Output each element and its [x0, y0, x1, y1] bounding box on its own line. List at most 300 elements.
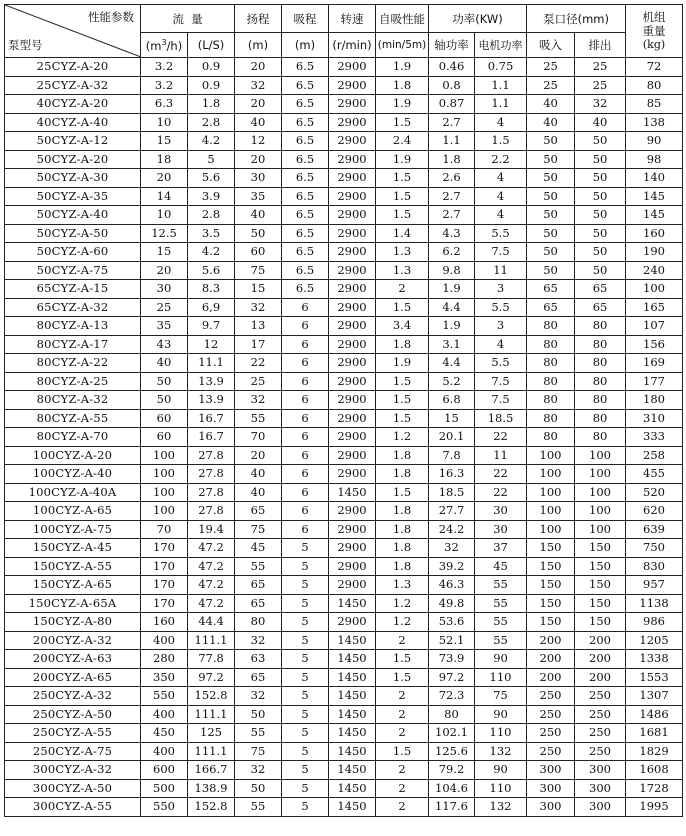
table-row: [5, 594, 683, 613]
motor-power-cell: 55: [475, 613, 527, 632]
weight-cell: 258: [626, 446, 683, 465]
flow-m3h-cell: 20: [141, 169, 188, 188]
head-cell: 32: [235, 391, 282, 410]
self-priming-cell: 1.9: [376, 95, 429, 114]
suction-cell: 6.5: [282, 113, 329, 132]
table-row: [5, 391, 683, 410]
head-cell: 65: [235, 668, 282, 687]
speed-cell: 2900: [329, 613, 376, 632]
suction-cell: 6: [282, 428, 329, 447]
head-cell: 17: [235, 335, 282, 354]
motor-power-cell: 3: [475, 317, 527, 336]
self-priming-cell: 2: [376, 687, 429, 706]
outlet-cell: 250: [575, 687, 626, 706]
suction-cell: 5: [282, 668, 329, 687]
shaft-power-cell: 1.9: [429, 317, 475, 336]
motor-power-cell: 75: [475, 687, 527, 706]
table-row: [5, 409, 683, 428]
table-row: [5, 465, 683, 484]
inlet-cell: 150: [527, 576, 575, 595]
flow-m3h-cell: 30: [141, 280, 188, 299]
model-cell: 25CYZ-A-20: [5, 58, 141, 77]
suction-cell: 6: [282, 465, 329, 484]
inlet-cell: 50: [527, 261, 575, 280]
inlet-cell: 150: [527, 539, 575, 558]
suction-cell: 6.5: [282, 261, 329, 280]
suction-cell: 6.5: [282, 206, 329, 225]
outlet-cell: 200: [575, 668, 626, 687]
model-cell: 50CYZ-A-50: [5, 224, 141, 243]
self-priming-cell: 1.8: [376, 539, 429, 558]
suction-cell: 6: [282, 520, 329, 539]
outlet-cell: 50: [575, 169, 626, 188]
inlet-cell: 300: [527, 761, 575, 780]
inlet-cell: 250: [527, 687, 575, 706]
head-cell: 55: [235, 557, 282, 576]
inlet-cell: 50: [527, 243, 575, 262]
weight-cell: 1681: [626, 724, 683, 743]
head-cell: 15: [235, 280, 282, 299]
speed-cell: 2900: [329, 132, 376, 151]
weight-cell: 145: [626, 206, 683, 225]
suction-cell: 5: [282, 631, 329, 650]
outlet-cell: 150: [575, 576, 626, 595]
inlet-cell: 100: [527, 446, 575, 465]
inlet-cell: 80: [527, 354, 575, 373]
outlet-cell: 300: [575, 779, 626, 798]
flow-ls-cell: 5: [188, 150, 235, 169]
flow-ls-cell: 27.8: [188, 483, 235, 502]
speed-cell: 2900: [329, 576, 376, 595]
motor-power-cell: 7.5: [475, 391, 527, 410]
inlet-cell: 25: [527, 58, 575, 77]
model-cell: 50CYZ-A-12: [5, 132, 141, 151]
outlet-cell: 150: [575, 613, 626, 632]
model-cell: 100CYZ-A-65: [5, 502, 141, 521]
inlet-cell: 150: [527, 613, 575, 632]
model-cell: 150CYZ-A-45: [5, 539, 141, 558]
outlet-cell: 50: [575, 243, 626, 262]
speed-cell: 2900: [329, 335, 376, 354]
speed-cell: 2900: [329, 206, 376, 225]
table-row: [5, 224, 683, 243]
motor-power-cell: 18.5: [475, 409, 527, 428]
outlet-cell: 200: [575, 650, 626, 669]
flow-ls-cell: 16.7: [188, 428, 235, 447]
flow-m3h-cell: 170: [141, 576, 188, 595]
shaft-power-cell: 16.3: [429, 465, 475, 484]
self-priming-cell: 2: [376, 280, 429, 299]
flow-m3h-cell: 600: [141, 761, 188, 780]
speed-cell: 1450: [329, 798, 376, 817]
weight-cell: 1338: [626, 650, 683, 669]
flow-m3h-cell: 280: [141, 650, 188, 669]
suction-cell: 5: [282, 539, 329, 558]
self-priming-cell: 1.3: [376, 261, 429, 280]
inlet-cell: 50: [527, 206, 575, 225]
head-cell: 55: [235, 724, 282, 743]
motor-power-cell: 22: [475, 483, 527, 502]
head-cell: 13: [235, 317, 282, 336]
flow-unit-ls: (L/S): [188, 33, 235, 58]
weight-cell: 520: [626, 483, 683, 502]
flow-unit-m3h-sup: 3: [161, 37, 167, 47]
suction-cell: 6: [282, 446, 329, 465]
outlet-cell: 100: [575, 520, 626, 539]
inlet-cell: 250: [527, 724, 575, 743]
outlet-cell: 250: [575, 705, 626, 724]
shaft-power-cell: 2.6: [429, 169, 475, 188]
suction-cell: 6: [282, 391, 329, 410]
speed-cell: 2900: [329, 502, 376, 521]
table-row: [5, 631, 683, 650]
model-cell: 100CYZ-A-75: [5, 520, 141, 539]
flow-ls-cell: 19.4: [188, 520, 235, 539]
head-cell: 32: [235, 687, 282, 706]
head-cell: 40: [235, 483, 282, 502]
inlet-cell: 300: [527, 798, 575, 817]
weight-cell: 160: [626, 224, 683, 243]
self-priming-cell: 1.8: [376, 76, 429, 95]
flow-m3h-cell: 400: [141, 742, 188, 761]
outlet-cell: 100: [575, 446, 626, 465]
speed-cell: 2900: [329, 372, 376, 391]
head-cell: 75: [235, 520, 282, 539]
weight-cell: 107: [626, 317, 683, 336]
motor-power-cell: 22: [475, 428, 527, 447]
head-header: 扬程: [235, 5, 282, 33]
suction-cell: 5: [282, 557, 329, 576]
flow-m3h-cell: 350: [141, 668, 188, 687]
head-cell: 75: [235, 742, 282, 761]
flow-ls-cell: 4.2: [188, 132, 235, 151]
table-row: [5, 520, 683, 539]
table-row: [5, 539, 683, 558]
suction-cell: 6.5: [282, 187, 329, 206]
motor-power-header: 电机功率: [475, 33, 527, 58]
weight-cell: 138: [626, 113, 683, 132]
flow-m3h-cell: 43: [141, 335, 188, 354]
self-priming-cell: 1.3: [376, 576, 429, 595]
shaft-power-cell: 0.46: [429, 58, 475, 77]
model-cell: 50CYZ-A-35: [5, 187, 141, 206]
suction-cell: 5: [282, 613, 329, 632]
inlet-cell: 250: [527, 705, 575, 724]
motor-power-cell: 1.5: [475, 132, 527, 151]
weight-cell: 140: [626, 169, 683, 188]
motor-power-cell: 5.5: [475, 354, 527, 373]
speed-cell: 2900: [329, 465, 376, 484]
flow-m3h-cell: 400: [141, 631, 188, 650]
weight-cell: 1553: [626, 668, 683, 687]
weight-cell: 85: [626, 95, 683, 114]
speed-cell: 2900: [329, 428, 376, 447]
speed-cell: 2900: [329, 280, 376, 299]
speed-cell: 2900: [329, 150, 376, 169]
flow-ls-cell: 13.9: [188, 372, 235, 391]
weight-cell: 830: [626, 557, 683, 576]
shaft-power-cell: 104.6: [429, 779, 475, 798]
head-cell: 20: [235, 58, 282, 77]
inlet-cell: 200: [527, 668, 575, 687]
suction-cell: 6: [282, 409, 329, 428]
outlet-cell: 250: [575, 724, 626, 743]
flow-ls-cell: 8.3: [188, 280, 235, 299]
inlet-cell: 40: [527, 113, 575, 132]
flow-m3h-cell: 12.5: [141, 224, 188, 243]
motor-power-cell: 0.75: [475, 58, 527, 77]
suction-cell: 6: [282, 298, 329, 317]
shaft-power-cell: 7.8: [429, 446, 475, 465]
shaft-power-cell: 24.2: [429, 520, 475, 539]
model-cell: 300CYZ-A-50: [5, 779, 141, 798]
motor-power-cell: 90: [475, 705, 527, 724]
shaft-power-cell: 46.3: [429, 576, 475, 595]
self-priming-cell: 2: [376, 779, 429, 798]
weight-header: [626, 5, 683, 58]
motor-power-cell: 132: [475, 742, 527, 761]
model-cell: 80CYZ-A-55: [5, 409, 141, 428]
outlet-cell: 65: [575, 280, 626, 299]
head-cell: 50: [235, 705, 282, 724]
weight-cell: 750: [626, 539, 683, 558]
speed-cell: 2900: [329, 243, 376, 262]
suction-cell: 6: [282, 483, 329, 502]
shaft-power-cell: 6.8: [429, 391, 475, 410]
head-cell: 32: [235, 761, 282, 780]
flow-m3h-cell: 550: [141, 798, 188, 817]
speed-cell: 1450: [329, 724, 376, 743]
outlet-cell: 200: [575, 631, 626, 650]
flow-ls-cell: 47.2: [188, 594, 235, 613]
flow-ls-cell: 3.5: [188, 224, 235, 243]
flow-m3h-cell: 10: [141, 206, 188, 225]
table-header: [5, 5, 683, 58]
speed-cell: 1450: [329, 650, 376, 669]
suction-cell: 6.5: [282, 169, 329, 188]
flow-ls-cell: 166.7: [188, 761, 235, 780]
table-row: [5, 76, 683, 95]
model-cell: 80CYZ-A-32: [5, 391, 141, 410]
table-row: [5, 668, 683, 687]
head-cell: 20: [235, 95, 282, 114]
self-priming-cell: 1.8: [376, 502, 429, 521]
table-row: [5, 446, 683, 465]
shaft-power-cell: 53.6: [429, 613, 475, 632]
shaft-power-cell: 32: [429, 539, 475, 558]
inlet-cell: 80: [527, 391, 575, 410]
self-priming-cell: 1.8: [376, 335, 429, 354]
inlet-cell: 200: [527, 650, 575, 669]
weight-cell: 639: [626, 520, 683, 539]
speed-cell: 1450: [329, 668, 376, 687]
flow-m3h-cell: 15: [141, 132, 188, 151]
model-cell: 50CYZ-A-60: [5, 243, 141, 262]
outlet-cell: 250: [575, 742, 626, 761]
self-priming-cell: 2: [376, 798, 429, 817]
flow-ls-cell: 9.7: [188, 317, 235, 336]
shaft-power-cell: 2.7: [429, 187, 475, 206]
flow-ls-cell: 97.2: [188, 668, 235, 687]
flow-m3h-cell: 50: [141, 391, 188, 410]
speed-cell: 2900: [329, 113, 376, 132]
head-cell: 25: [235, 372, 282, 391]
weight-cell: 240: [626, 261, 683, 280]
table-row: [5, 705, 683, 724]
table-row: [5, 187, 683, 206]
self-priming-unit: (min/5m): [376, 33, 429, 58]
flow-ls-cell: 11.1: [188, 354, 235, 373]
suction-cell: 5: [282, 705, 329, 724]
flow-unit-m3h-tail: /h): [166, 38, 183, 53]
model-cell: 80CYZ-A-13: [5, 317, 141, 336]
head-cell: 65: [235, 502, 282, 521]
weight-cell: 165: [626, 298, 683, 317]
flow-m3h-cell: 25: [141, 298, 188, 317]
weight-cell: 72: [626, 58, 683, 77]
motor-power-cell: 5.5: [475, 298, 527, 317]
pump-spec-table: [4, 4, 683, 817]
head-cell: 35: [235, 187, 282, 206]
weight-cell: 90: [626, 132, 683, 151]
table-row: [5, 576, 683, 595]
motor-power-cell: 5.5: [475, 224, 527, 243]
suction-unit: (m): [282, 33, 329, 58]
head-unit: (m): [235, 33, 282, 58]
weight-cell: 169: [626, 354, 683, 373]
shaft-power-cell: 1.8: [429, 150, 475, 169]
inlet-cell: 50: [527, 224, 575, 243]
flow-ls-cell: 27.8: [188, 502, 235, 521]
speed-cell: 2900: [329, 95, 376, 114]
suction-cell: 6: [282, 354, 329, 373]
inlet-cell: 50: [527, 150, 575, 169]
suction-cell: 5: [282, 650, 329, 669]
suction-cell: 5: [282, 761, 329, 780]
model-cell: 250CYZ-A-32: [5, 687, 141, 706]
inlet-cell: 65: [527, 280, 575, 299]
flow-m3h-cell: 160: [141, 613, 188, 632]
table-row: [5, 779, 683, 798]
motor-power-cell: 90: [475, 650, 527, 669]
motor-power-cell: 90: [475, 761, 527, 780]
model-cell: 100CYZ-A-20: [5, 446, 141, 465]
flow-ls-cell: 111.1: [188, 631, 235, 650]
head-cell: 12: [235, 132, 282, 151]
shaft-power-cell: 4.3: [429, 224, 475, 243]
self-priming-cell: 1.2: [376, 428, 429, 447]
motor-power-cell: 45: [475, 557, 527, 576]
suction-cell: 6.5: [282, 76, 329, 95]
head-cell: 55: [235, 409, 282, 428]
inlet-cell: 250: [527, 742, 575, 761]
suction-cell: 5: [282, 798, 329, 817]
weight-cell: 333: [626, 428, 683, 447]
flow-m3h-cell: 20: [141, 261, 188, 280]
outlet-cell: 300: [575, 798, 626, 817]
shaft-power-cell: 72.3: [429, 687, 475, 706]
shaft-power-cell: 4.4: [429, 298, 475, 317]
weight-cell: 80: [626, 76, 683, 95]
outlet-cell: 80: [575, 354, 626, 373]
suction-cell: 6: [282, 502, 329, 521]
corner-label-model: 泵型号: [8, 38, 43, 52]
flow-m3h-cell: 100: [141, 502, 188, 521]
weight-cell: 156: [626, 335, 683, 354]
outlet-cell: 80: [575, 428, 626, 447]
table-row: [5, 206, 683, 225]
flow-m3h-cell: 170: [141, 594, 188, 613]
motor-power-cell: 30: [475, 502, 527, 521]
head-cell: 65: [235, 576, 282, 595]
flow-m3h-cell: 70: [141, 520, 188, 539]
flow-ls-cell: 47.2: [188, 576, 235, 595]
model-cell: 40CYZ-A-40: [5, 113, 141, 132]
flow-ls-cell: 27.8: [188, 446, 235, 465]
inlet-cell: 25: [527, 76, 575, 95]
flow-m3h-cell: 100: [141, 465, 188, 484]
flow-ls-cell: 2.8: [188, 206, 235, 225]
model-cell: 25CYZ-A-32: [5, 76, 141, 95]
self-priming-cell: 1.5: [376, 409, 429, 428]
speed-cell: 1450: [329, 779, 376, 798]
table-row: [5, 280, 683, 299]
self-priming-cell: 1.5: [376, 169, 429, 188]
weight-cell: 1829: [626, 742, 683, 761]
weight-cell: 1307: [626, 687, 683, 706]
motor-power-cell: 110: [475, 724, 527, 743]
flow-ls-cell: 4.2: [188, 243, 235, 262]
weight-cell: 455: [626, 465, 683, 484]
head-cell: 32: [235, 76, 282, 95]
flow-m3h-cell: 450: [141, 724, 188, 743]
self-priming-cell: 1.5: [376, 650, 429, 669]
weight-cell: 1138: [626, 594, 683, 613]
spec-table-wrapper: [4, 4, 683, 817]
flow-ls-cell: 152.8: [188, 798, 235, 817]
outlet-cell: 40: [575, 113, 626, 132]
suction-header: 吸程: [282, 5, 329, 33]
shaft-power-cell: 1.1: [429, 132, 475, 151]
motor-power-cell: 7.5: [475, 243, 527, 262]
motor-power-cell: 55: [475, 576, 527, 595]
head-cell: 20: [235, 150, 282, 169]
self-priming-cell: 1.5: [376, 483, 429, 502]
shaft-power-cell: 4.4: [429, 354, 475, 373]
inlet-cell: 100: [527, 465, 575, 484]
table-body: [5, 58, 683, 817]
head-cell: 55: [235, 798, 282, 817]
self-priming-cell: 1.2: [376, 613, 429, 632]
speed-cell: 1450: [329, 687, 376, 706]
head-cell: 40: [235, 113, 282, 132]
suction-cell: 6.5: [282, 58, 329, 77]
table-row: [5, 742, 683, 761]
outlet-cell: 25: [575, 58, 626, 77]
table-row: [5, 613, 683, 632]
inlet-cell: 50: [527, 132, 575, 151]
head-cell: 63: [235, 650, 282, 669]
model-cell: 65CYZ-A-32: [5, 298, 141, 317]
shaft-power-cell: 102.1: [429, 724, 475, 743]
motor-power-cell: 30: [475, 520, 527, 539]
inlet-cell: 80: [527, 409, 575, 428]
outlet-cell: 50: [575, 187, 626, 206]
table-row: [5, 372, 683, 391]
model-cell: 300CYZ-A-55: [5, 798, 141, 817]
head-cell: 70: [235, 428, 282, 447]
self-priming-cell: 1.8: [376, 446, 429, 465]
